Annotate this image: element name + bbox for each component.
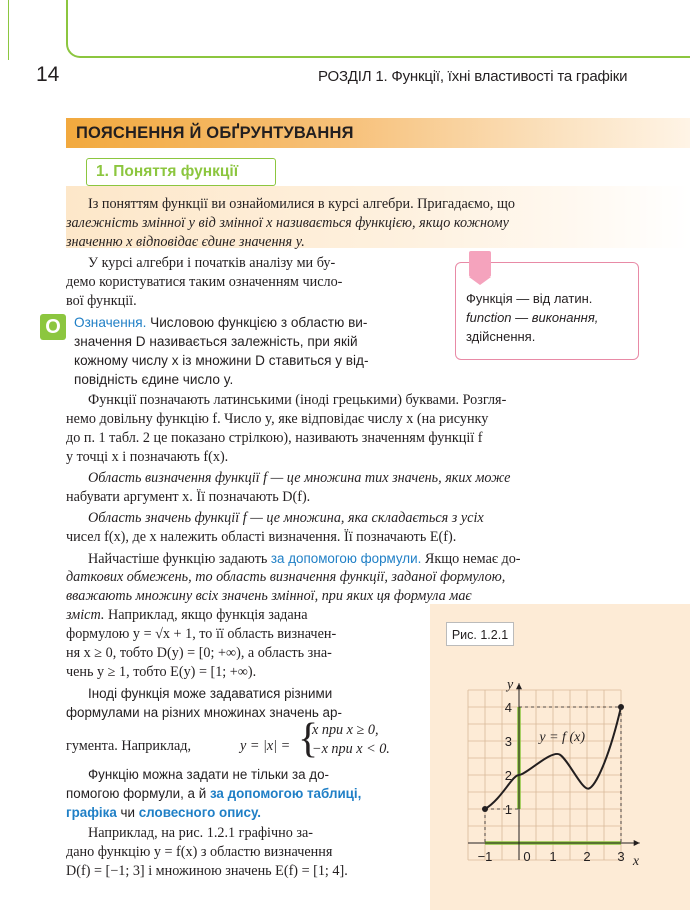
body-line: набувати аргумент x. Її позначають D(f). [66, 489, 311, 505]
page-number: 14 [36, 63, 60, 86]
body-line: Функції позначають латинськими (іноді грецькими) буквами. Розгля- [88, 392, 507, 408]
y-tick-label: 3 [504, 734, 512, 749]
y-tick-label: 4 [504, 700, 512, 715]
body-line: немо довільну функцію f. Число y, яке відповідає числу x (на рисунку [66, 411, 489, 427]
definition-line: кожному числу x із множини D ставиться у від- [74, 353, 369, 368]
body-line: Найчастіше функцію задають за допомогою формули. Якщо немає до- [88, 551, 521, 567]
body-line: до п. 1 табл. 2 це показано стрілкою), називають значенням функції f [66, 430, 483, 446]
body-line: вої функції. [66, 293, 137, 309]
formula-case: x при x ≥ 0, [312, 722, 379, 738]
body-line: чисел f(x), де x належить області визначення. Її позначають E(f). [66, 529, 457, 545]
sidebar-note: Функція — від латин. function — виконання, здійснення. [466, 291, 599, 344]
formula-lhs: y = |x| = [240, 738, 291, 754]
endpoint [482, 806, 488, 812]
x-axis-arrow [634, 840, 640, 846]
section-title: ПОЯСНЕННЯ Й ОБҐРУНТУВАННЯ [76, 124, 354, 142]
body-line: Наприклад, на рис. 1.2.1 графічно за- [88, 825, 313, 841]
body-line: чень y ≥ 1, тобто E(y) = [1; +∞). [66, 664, 257, 680]
definition-icon: О [40, 314, 66, 340]
x-tick-label: 0 [523, 849, 531, 864]
body-line: ня x ≥ 0, тобто D(y) = [0; +∞), а область зна- [66, 645, 332, 661]
definition-line: повідність єдине число y. [74, 372, 234, 387]
x-tick-label: 1 [549, 849, 557, 864]
x-tick-label: −1 [477, 849, 493, 864]
formula-case: −x при x < 0. [312, 741, 390, 757]
y-axis-arrow [516, 683, 522, 689]
definition-label: Означення. [74, 315, 147, 330]
y-tick-label: 2 [504, 768, 512, 783]
body-line: вважають множину всіх значень змінної, при яких ця формула має [66, 588, 472, 604]
page-frame-left-edge [0, 0, 9, 60]
body-line: формулою y = √x + 1, то її область визначен- [66, 626, 337, 642]
body-line: демо користуватися таким означенням число- [66, 274, 343, 290]
body-line: у точці x і позначають f(x). [66, 449, 229, 465]
body-line: Область визначення функції f — це множина тих значень, яких може [88, 470, 511, 486]
body-line: Функцію можна задати не тільки за до- [88, 767, 329, 782]
running-title: РОЗДІЛ 1. Функції, їхні властивості та графіки [318, 68, 628, 85]
body-line: графіка чи словесного опису. [66, 805, 261, 820]
x-tick-label: 2 [583, 849, 591, 864]
definition-line: Означення. Числовою функцією з областю ви- [74, 315, 368, 330]
body-line: гумента. Наприклад, [66, 738, 192, 754]
body-line: Область значень функції f — це множина, яка складається з усіх [88, 510, 484, 526]
figure-label: Рис. 1.2.1 [446, 622, 514, 646]
brace-icon: { [298, 716, 319, 762]
x-axis-label: x [632, 854, 640, 869]
page-frame [66, 0, 690, 58]
body-line: D(f) = [−1; 3] і множиною значень E(f) = [1; 4]. [66, 863, 348, 879]
curve-label: y = f (x) [539, 730, 585, 745]
bookmark-icon [469, 251, 491, 277]
endpoint [618, 704, 624, 710]
body-line: дано функцію y = f(x) з областю визначення [66, 844, 333, 860]
subsection-title: 1. Поняття функції [96, 163, 239, 180]
x-tick-label: 3 [617, 849, 625, 864]
intro-line: значенню x відповідає єдине значення y. [66, 234, 305, 250]
function-graph [436, 650, 686, 900]
body-line: даткових обмежень, то область визначення функції, заданої формулою, [66, 569, 506, 585]
body-line: формулами на різних множинах значень ар- [66, 705, 342, 720]
intro-line: залежність змінної y від змінної x називається функцією, якщо кожному [66, 215, 509, 231]
body-line: помогою формули, а й за допомогою таблиці, [66, 786, 362, 801]
y-axis-label: y [507, 677, 514, 693]
body-line: Іноді функція може задаватися різними [88, 686, 333, 701]
y-tick-label: 1 [504, 802, 512, 817]
definition-line: значення D називається залежність, при якій [74, 334, 358, 349]
body-line: зміст. Наприклад, якщо функція задана [66, 607, 308, 623]
intro-line: Із поняттям функції ви ознайомилися в курсі алгебри. Пригадаємо, що [88, 196, 516, 212]
body-line: У курсі алгебри і початків аналізу ми бу- [88, 255, 336, 271]
